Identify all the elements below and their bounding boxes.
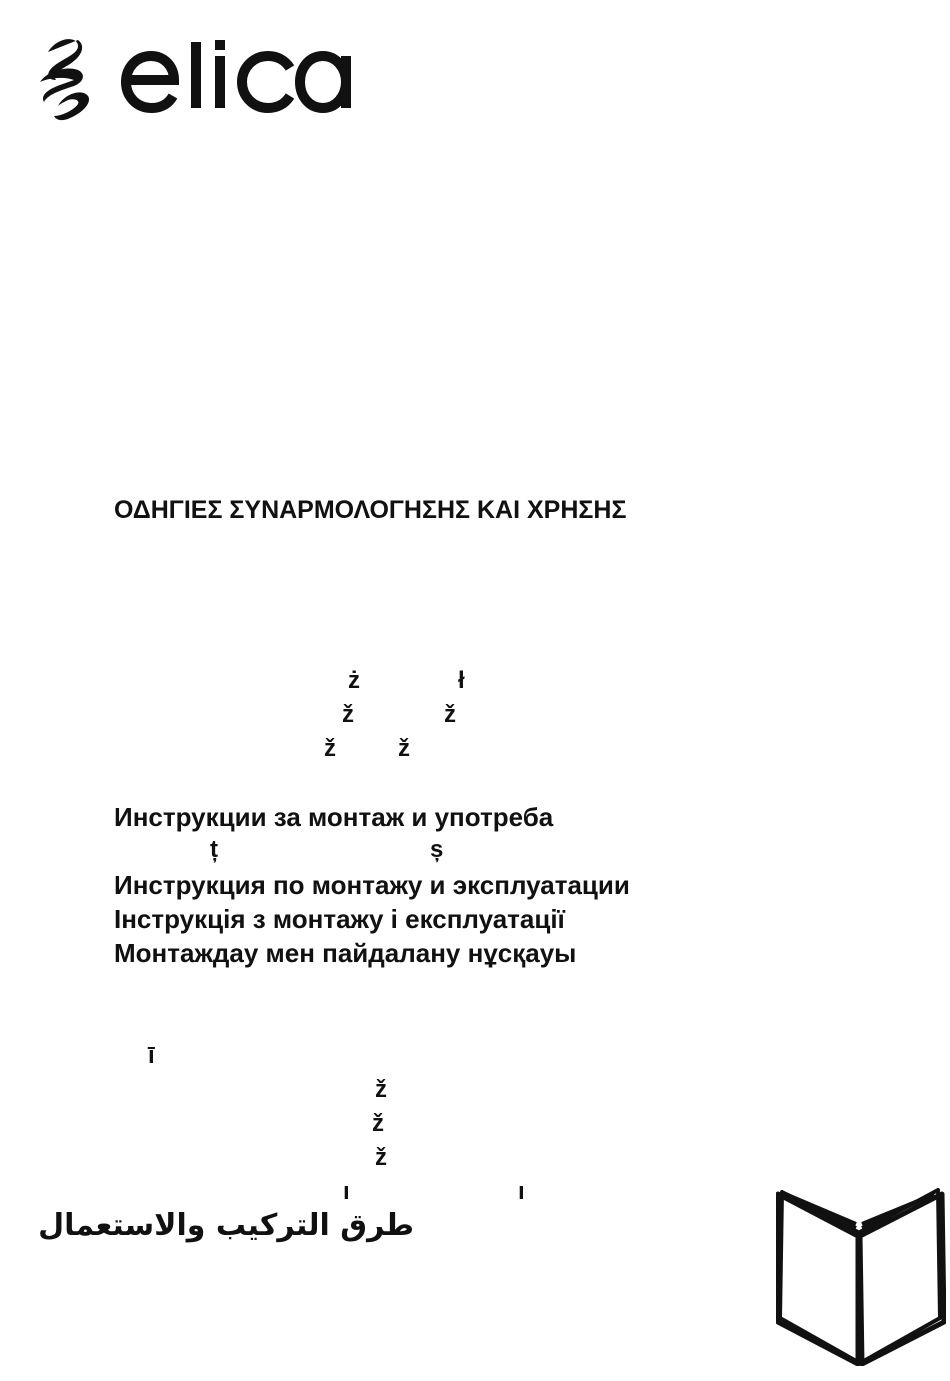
title-bulgarian: Инструкции за монтаж и употреба xyxy=(114,802,554,832)
title-ukrainian: Інструкція з монтажу і експлуатації xyxy=(114,904,565,934)
fragment-t-comma: ț xyxy=(210,836,218,863)
fragment-i-macron: ī xyxy=(148,1042,155,1069)
fragment-z-caron: ž xyxy=(444,701,456,728)
fragment-z-dot: ż xyxy=(348,667,360,694)
elica-logo xyxy=(34,30,364,130)
title-arabic: طرق التركيب والاستعمال xyxy=(38,1208,414,1243)
fragment-z-caron: ž xyxy=(375,1144,387,1171)
title-greek: ΟΔΗΓΙΕΣ ΣΥΝΑΡΜΟΛΟΓΗΣΗΣ ΚΑΙ ΧΡΗΣΗΣ xyxy=(114,496,627,524)
fragment-z-caron: ž xyxy=(372,1110,384,1137)
fragment-s-comma: ș xyxy=(430,836,444,863)
fragment-z-caron: ž xyxy=(324,735,336,762)
fragment-z-caron: ž xyxy=(375,1076,387,1103)
elica-logo-icon xyxy=(34,30,364,130)
title-russian: Инструкция по монтажу и эксплуатации xyxy=(114,870,630,900)
manual-book xyxy=(776,1186,946,1366)
open-book-icon xyxy=(776,1186,946,1366)
fragment-z-caron: ž xyxy=(398,735,410,762)
fragment-tick: ı xyxy=(518,1178,525,1205)
fragment-l-stroke: ł xyxy=(458,667,465,694)
fragment-z-caron: ž xyxy=(342,701,354,728)
title-kazakh: Монтаждау мен пайдалану нұсқауы xyxy=(114,938,577,968)
fragment-tick: ı xyxy=(343,1178,350,1205)
